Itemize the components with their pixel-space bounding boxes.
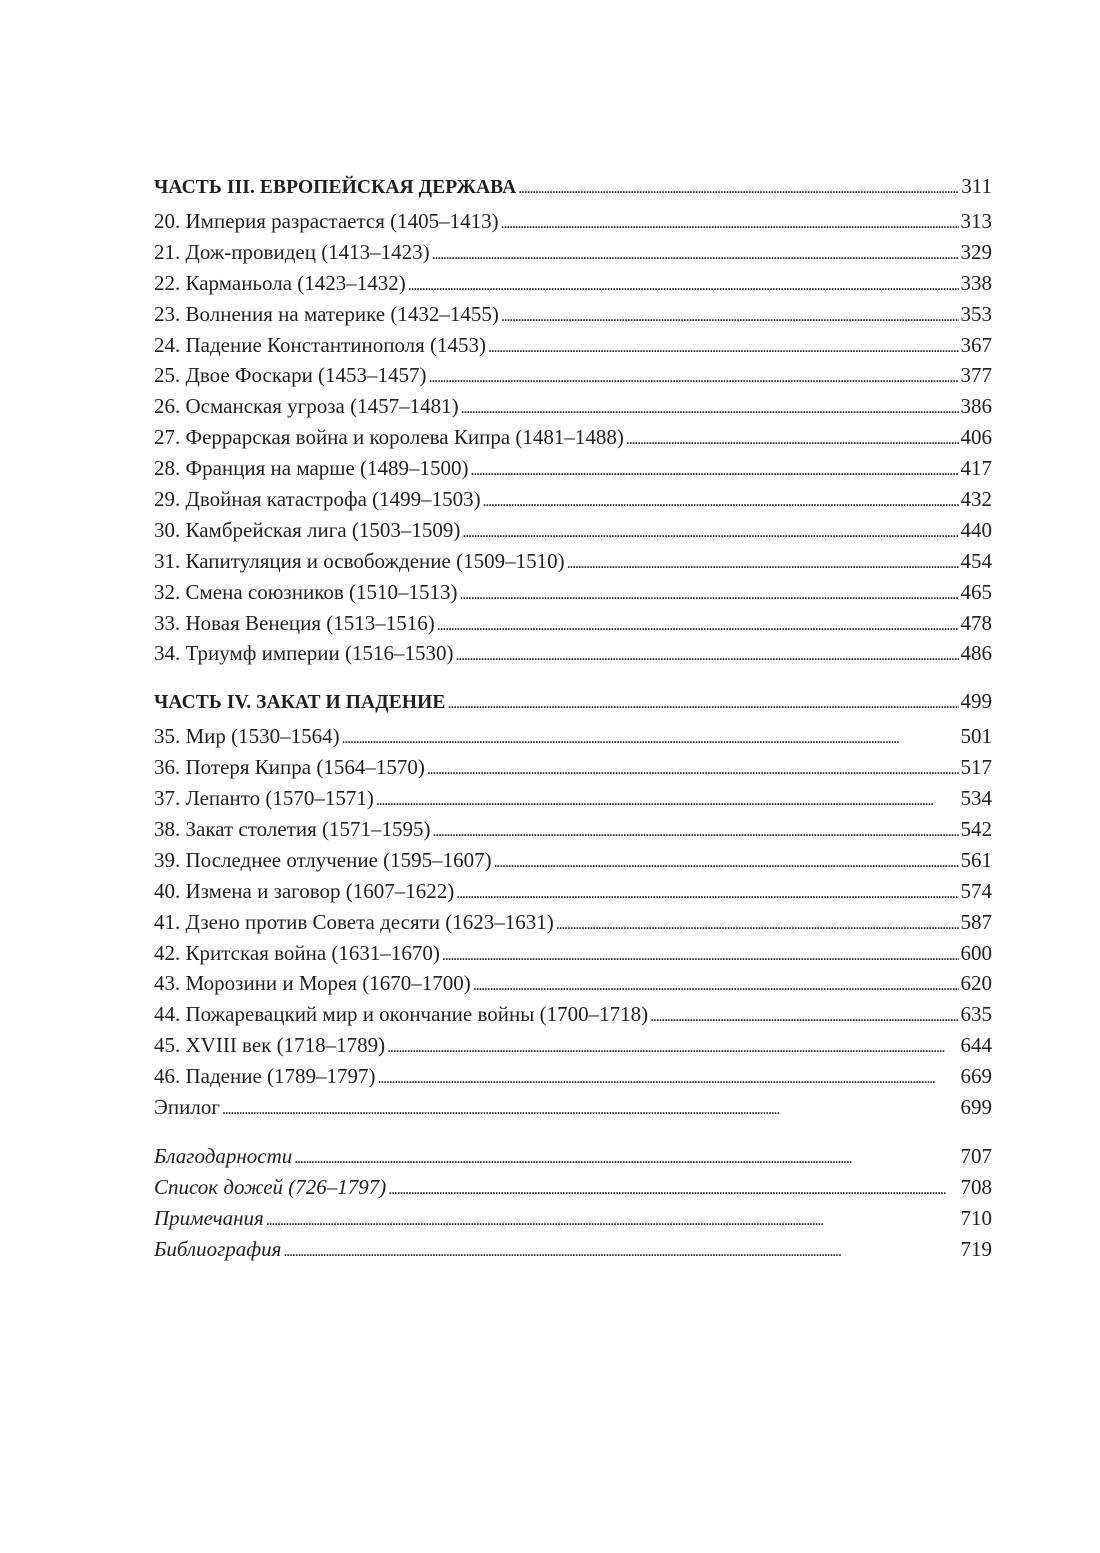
toc-entry[interactable] [154, 1030, 992, 1061]
chapter-title: 40. Измена и заговор (1607–1622) [154, 878, 455, 903]
page-number: 600 [960, 940, 992, 965]
chapter-title: 32. Смена союзников (1510–1513) [154, 579, 458, 604]
toc-entry-epilogue[interactable] [154, 1092, 992, 1123]
chapter-title: 38. Закат столетия (1571–1595) [154, 817, 431, 842]
toc-entry[interactable] [154, 752, 992, 783]
page-number: 561 [960, 847, 992, 872]
part-iv-section [154, 683, 992, 1123]
dot-leader [222, 1092, 959, 1126]
dot-leader [556, 907, 959, 941]
back-matter-entry[interactable] [154, 1141, 992, 1172]
dot-leader [494, 845, 959, 879]
toc-entry[interactable] [154, 237, 992, 268]
dot-leader [567, 546, 959, 580]
page-number: 517 [960, 755, 992, 780]
chapter-title: 30. Камбрейская лига (1503–1509) [154, 517, 461, 542]
chapter-title: 41. Дзено против Совета десяти (1623–1631) [154, 909, 554, 934]
table-of-contents [154, 168, 992, 1265]
chapter-title: 20. Империя разрастается (1405–1413) [154, 209, 499, 233]
dot-leader [408, 268, 959, 302]
page-number: 708 [960, 1174, 992, 1199]
back-matter-title: Библиография [154, 1236, 282, 1261]
page-number: 574 [960, 878, 992, 903]
dot-leader [461, 391, 959, 425]
page-number: 338 [960, 270, 992, 295]
toc-entry[interactable] [154, 608, 992, 639]
toc-entry[interactable] [154, 268, 992, 299]
page-number: 440 [960, 517, 992, 542]
toc-entry[interactable] [154, 721, 992, 752]
page-number: 367 [960, 332, 992, 357]
part-title: ЧАСТЬ IV. ЗАКАТ И ПАДЕНИЕ [154, 692, 446, 714]
back-matter-entry[interactable] [154, 1172, 992, 1203]
part-heading[interactable] [154, 683, 992, 719]
toc-entry[interactable] [154, 330, 992, 361]
toc-entry[interactable] [154, 422, 992, 453]
back-matter-section [154, 1141, 992, 1265]
chapter-title: 36. Потеря Кипра (1564–1570) [154, 755, 425, 780]
page-number: 417 [960, 456, 992, 481]
dot-leader [626, 422, 959, 456]
back-matter-title: Благодарности [154, 1143, 293, 1168]
page-number: 499 [960, 689, 992, 714]
page-number: 699 [960, 1095, 992, 1120]
dot-leader [388, 1172, 958, 1206]
page-number: 587 [960, 909, 992, 934]
dot-leader [501, 299, 959, 333]
dot-leader [518, 168, 959, 207]
toc-entry[interactable] [154, 391, 992, 422]
page-number: 353 [960, 301, 992, 326]
chapter-title: 34. Триумф империи (1516–1530) [154, 641, 454, 666]
dot-leader [429, 360, 959, 394]
chapter-title: 21. Дож-провидец (1413–1423) [154, 239, 430, 264]
toc-entry[interactable] [154, 907, 992, 938]
toc-entry[interactable] [154, 546, 992, 577]
toc-entry[interactable] [154, 484, 992, 515]
back-matter-entry[interactable] [154, 1203, 992, 1234]
page-number: 329 [960, 239, 992, 264]
page-number: 311 [961, 174, 992, 198]
chapter-title: 23. Волнения на материке (1432–1455) [154, 301, 499, 326]
dot-leader [483, 484, 959, 518]
chapter-title: 22. Карманьола (1423–1432) [154, 270, 406, 295]
page-number: 542 [960, 817, 992, 842]
dot-leader [448, 683, 959, 722]
dot-leader [650, 999, 958, 1033]
toc-entry[interactable] [154, 206, 992, 237]
dot-leader [376, 783, 959, 817]
chapter-title: 26. Османская угроза (1457–1481) [154, 394, 459, 419]
back-matter-title: Список дожей (726–1797) [154, 1174, 387, 1199]
part-iii-section [154, 168, 992, 669]
dot-leader [501, 206, 959, 240]
dot-leader [437, 608, 959, 642]
dot-leader [432, 237, 959, 271]
page-number: 710 [960, 1205, 992, 1230]
dot-leader [266, 1203, 959, 1237]
chapter-title: 29. Двойная катастрофа (1499–1503) [154, 487, 481, 512]
page-number: 432 [960, 487, 992, 512]
dot-leader [473, 968, 959, 1002]
chapter-title: 35. Мир (1530–1564) [154, 724, 340, 749]
page-number: 478 [960, 610, 992, 635]
toc-entry[interactable] [154, 999, 992, 1030]
toc-entry[interactable] [154, 360, 992, 391]
dot-leader [456, 876, 958, 910]
toc-entry[interactable] [154, 845, 992, 876]
page-number: 620 [960, 971, 992, 996]
part-heading[interactable] [154, 168, 992, 204]
chapter-title: 33. Новая Венеция (1513–1516) [154, 610, 435, 635]
chapter-title: 45. XVIII век (1718–1789) [154, 1033, 386, 1058]
page-number: 534 [960, 786, 992, 811]
page-number: 454 [960, 548, 992, 573]
dot-leader [283, 1234, 958, 1268]
toc-entry[interactable] [154, 1061, 992, 1092]
page-number: 669 [960, 1064, 992, 1089]
back-matter-title: Примечания [154, 1205, 264, 1230]
chapter-title: 37. Лепанто (1570–1571) [154, 786, 374, 811]
dot-leader [342, 721, 959, 755]
page-number: 465 [960, 579, 992, 604]
toc-entry[interactable] [154, 453, 992, 484]
dot-leader [462, 515, 958, 549]
chapter-title: 25. Двое Фоскари (1453–1457) [154, 363, 427, 388]
dot-leader [460, 577, 959, 611]
dot-leader [387, 1030, 958, 1064]
dot-leader [433, 814, 959, 848]
dot-leader [378, 1061, 959, 1095]
page-number: 486 [960, 641, 992, 666]
page-number: 635 [960, 1002, 992, 1027]
page-number: 313 [960, 209, 992, 233]
toc-entry[interactable] [154, 876, 992, 907]
toc-entry[interactable] [154, 814, 992, 845]
chapter-title: 24. Падение Константинополя (1453) [154, 332, 487, 357]
chapter-title: 27. Феррарская война и королева Кипра (1481–1488) [154, 425, 624, 450]
dot-leader [455, 638, 958, 672]
back-matter-entry[interactable] [154, 1234, 992, 1265]
page-number: 707 [960, 1143, 992, 1168]
chapter-title: 42. Критская война (1631–1670) [154, 940, 440, 965]
chapter-title: 31. Капитуляция и освобождение (1509–1510) [154, 548, 565, 573]
toc-entry[interactable] [154, 938, 992, 969]
page-number: 406 [960, 425, 992, 450]
page-number: 386 [960, 394, 992, 419]
toc-entry[interactable] [154, 515, 992, 546]
toc-entry[interactable] [154, 577, 992, 608]
page-number: 377 [960, 363, 992, 388]
chapter-title: Эпилог [154, 1095, 220, 1120]
dot-leader [488, 330, 958, 364]
toc-entry[interactable] [154, 968, 992, 999]
page-number: 719 [960, 1236, 992, 1261]
dot-leader [471, 453, 959, 487]
chapter-title: 46. Падение (1789–1797) [154, 1064, 376, 1089]
chapter-title: 43. Морозини и Морея (1670–1700) [154, 971, 471, 996]
part-title: ЧАСТЬ III. ЕВРОПЕЙСКАЯ ДЕРЖАВА [154, 177, 517, 198]
dot-leader [442, 938, 959, 972]
page-number: 501 [960, 724, 992, 749]
chapter-title: 44. Пожаревацкий мир и окончание войны (1700–1718) [154, 1002, 649, 1027]
chapter-title: 39. Последнее отлучение (1595–1607) [154, 847, 492, 872]
toc-entry[interactable] [154, 299, 992, 330]
toc-entry[interactable] [154, 638, 992, 669]
dot-leader [294, 1141, 958, 1175]
page-number: 644 [960, 1033, 992, 1058]
chapter-title: 28. Франция на марше (1489–1500) [154, 456, 469, 481]
toc-entry[interactable] [154, 783, 992, 814]
dot-leader [427, 752, 959, 786]
